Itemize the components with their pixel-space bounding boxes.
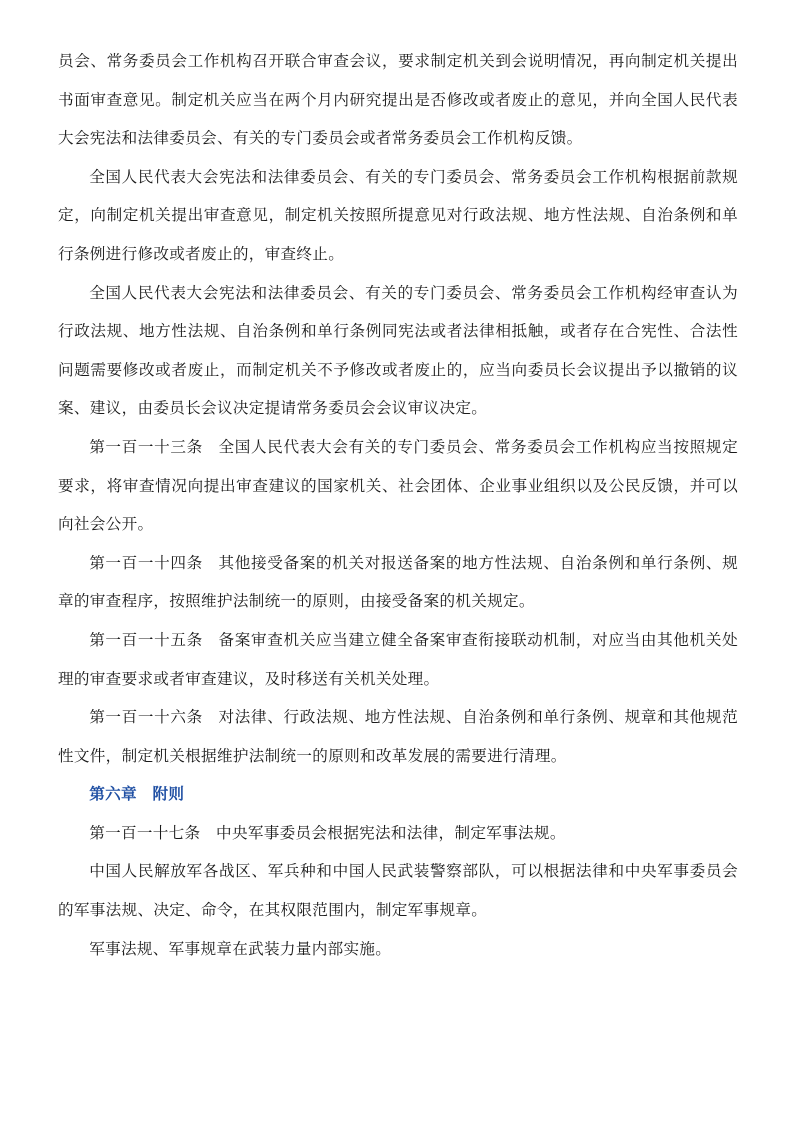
article-number: 第一百一十五条 [89, 630, 203, 649]
article-number: 第一百一十七条 [89, 823, 201, 842]
paragraph-continued: 员会、常务委员会工作机构召开联合审查会议，要求制定机关到会说明情况，再向制定机关提出书面审查意见。制定机关应当在两个月内研究提出是否修改或者废止的意见，并向全国人民代表大会宪法和法律委员会、有关的专门委员会或者常务委员会工作机构反馈。 [58, 52, 738, 148]
chapter-title: 附则 [152, 785, 185, 804]
article-116 [58, 698, 738, 775]
article-number: 第一百一十六条 [89, 708, 203, 727]
paragraph-review-opinion: 全国人民代表大会宪法和法律委员会、有关的专门委员会、常务委员会工作机构根据前款规定，向制定机关提出审查意见，制定机关按照所提意见对行政法规、地方性法规、自治条例和单行条例进行修改或者废止的，审查终止。 [58, 167, 738, 263]
chapter-number: 第六章 [89, 785, 137, 804]
paragraph-military-rules: 中国人民解放军各战区、军兵种和中国人民武装警察部队，可以根据法律和中央军事委员会的军事法规、决定、命令，在其权限范围内，制定军事规章。 [58, 862, 738, 920]
article-117 [58, 814, 738, 853]
article-text: 对法律、行政法规、地方性法规、自治条例和单行条例、规章和其他规范性文件，制定机关根据维护法制统一的原则和改革发展的需要进行清理。 [58, 708, 738, 765]
article-text: 中央军事委员会根据宪法和法律，制定军事法规。 [216, 823, 566, 842]
article-text: 全国人民代表大会有关的专门委员会、常务委员会工作机构应当按照规定要求，将审查情况向提出审查建议的国家机关、社会团体、企业事业组织以及公民反馈，并可以向社会公开。 [58, 437, 738, 534]
article-115 [58, 621, 738, 698]
article-113 [58, 428, 738, 544]
article-114 [58, 544, 738, 621]
chapter-heading [58, 775, 738, 814]
article-text: 备案审查机关应当建立健全备案审查衔接联动机制，对应当由其他机关处理的审查要求或者审查建议，及时移送有关机关处理。 [58, 630, 738, 688]
article-number: 第一百一十四条 [89, 553, 203, 572]
paragraph-military-implementation: 军事法规、军事规章在武装力量内部实施。 [89, 939, 392, 958]
article-number: 第一百一十三条 [89, 437, 203, 456]
paragraph-revocation-proposal: 全国人民代表大会宪法和法律委员会、有关的专门委员会、常务委员会工作机构经审查认为行政法规、地方性法规、自治条例和单行条例同宪法或者法律相抵触，或者存在合宪性、合法性问题需要修改或者废止，而制定机关不予修改或者废止的，应当向委员长会议提出予以撤销的议案、建议，由委员长会议决定提请常务委员会会议审议决定。 [58, 283, 738, 418]
article-text: 其他接受备案的机关对报送备案的地方性法规、自治条例和单行条例、规章的审查程序，按照维护法制统一的原则，由接受备案的机关规定。 [58, 553, 738, 611]
document-page [58, 42, 738, 968]
